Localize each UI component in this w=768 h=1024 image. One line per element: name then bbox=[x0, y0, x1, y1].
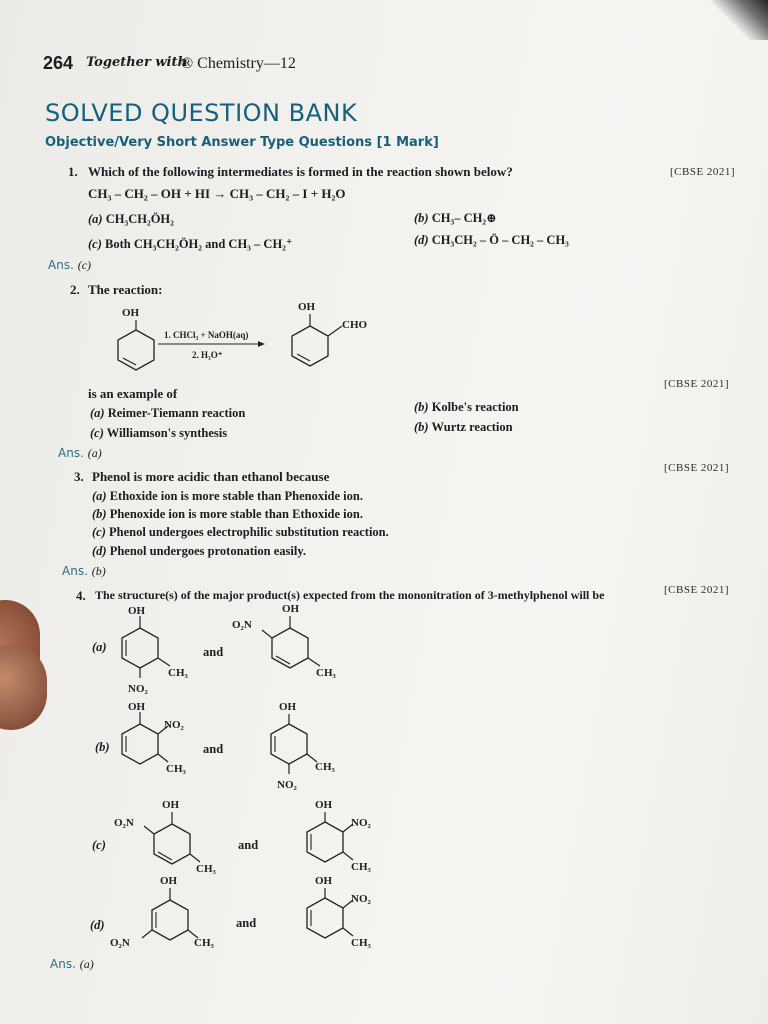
svg-text:CH₃: CH₃ bbox=[351, 861, 371, 873]
svg-text:CH₃: CH₃ bbox=[316, 667, 336, 679]
svg-text:OH: OH bbox=[160, 875, 178, 887]
q4-b-structure-1 bbox=[110, 698, 220, 778]
q4-text: The structure(s) of the major product(s) expected from the mononitration of 3-methylphenol will be bbox=[95, 588, 605, 602]
q2-product-cho: CHO bbox=[342, 319, 368, 331]
q3-answer: Ans. (b) bbox=[62, 564, 106, 578]
q4-option-b-label: (b) bbox=[95, 740, 110, 754]
q4-c-structure-1 bbox=[110, 796, 240, 880]
svg-text:OH: OH bbox=[282, 603, 300, 615]
q3-number: 3. bbox=[74, 469, 84, 484]
q4-d-structure-2 bbox=[295, 872, 405, 956]
q2-source: [CBSE 2021] bbox=[664, 378, 730, 390]
q2-option-c: (c) Williamson's synthesis bbox=[90, 426, 228, 440]
svg-text:OH: OH bbox=[162, 799, 180, 811]
q1-number: 1. bbox=[68, 164, 78, 179]
q2-text: The reaction: bbox=[88, 282, 163, 297]
q3-option-a: (a) Ethoxide ion is more stable than Phenoxide ion. bbox=[92, 489, 363, 503]
phenol-ring bbox=[118, 330, 154, 370]
svg-text:CH₃: CH₃ bbox=[351, 937, 371, 949]
section-heading: Objective/Very Short Answer Type Questions [1 Mark] bbox=[45, 135, 439, 150]
q2-answer: Ans. (a) bbox=[58, 446, 102, 460]
q1-answer: Ans. (c) bbox=[48, 258, 92, 272]
q2-product-oh: OH bbox=[298, 301, 316, 313]
book-title: ® Chemistry—12 bbox=[181, 55, 296, 72]
q1-text: Which of the following intermediates is formed in the reaction shown below? bbox=[88, 164, 513, 179]
q3-option-c: (c) Phenol undergoes electrophilic substitution reaction. bbox=[92, 525, 389, 539]
q4-b-and: and bbox=[203, 742, 224, 756]
q1-source: [CBSE 2021] bbox=[670, 166, 736, 178]
q1-option-c: (c) Both CH₃CH₂ÖH₂ and CH₃ – CH₂⁺ bbox=[88, 237, 293, 251]
q4-c-structure-2 bbox=[295, 794, 405, 878]
q4-d-structure-1 bbox=[108, 872, 238, 956]
svg-text:CH₃: CH₃ bbox=[166, 763, 186, 775]
q4-option-c-label: (c) bbox=[92, 838, 106, 852]
q4-number: 4. bbox=[76, 588, 86, 603]
q4-c-and: and bbox=[238, 838, 259, 852]
q1-option-a: (a) CH₃CH₂ÖH₂ bbox=[88, 212, 174, 226]
svg-text:O₂N: O₂N bbox=[110, 937, 130, 949]
page-number: 264 bbox=[43, 53, 74, 73]
q4-d-and: and bbox=[236, 916, 257, 930]
q1-option-b: (b) CH₃– CH₂⊕ bbox=[414, 211, 497, 225]
svg-text:CH₃: CH₃ bbox=[194, 937, 214, 949]
q2-product bbox=[280, 296, 400, 386]
q4-b-structure-2 bbox=[255, 696, 365, 794]
q4-source: [CBSE 2021] bbox=[664, 584, 730, 596]
q1-option-d: (d) CH₃CH₂ – Ö – CH₂ – CH₃ bbox=[414, 233, 569, 247]
svg-text:NO₂: NO₂ bbox=[277, 779, 297, 791]
q4-a-structure-2 bbox=[230, 598, 360, 688]
q2-number: 2. bbox=[70, 282, 80, 297]
q3-option-d: (d) Phenol undergoes protonation easily. bbox=[92, 544, 307, 558]
q1-reaction: CH₃ – CH₂ – OH + HI → CH₃ – CH₂ – I + H₂O bbox=[88, 186, 346, 201]
svg-text:CH₃: CH₃ bbox=[196, 863, 216, 875]
q2-reactant-oh: OH bbox=[122, 307, 140, 319]
q2-reagent-2: 2. H₃O⁺ bbox=[192, 350, 223, 360]
q2-option-a: (a) Reimer-Tiemann reaction bbox=[90, 406, 246, 420]
svg-text:O₂N: O₂N bbox=[232, 619, 252, 631]
page-title: SOLVED QUESTION BANK bbox=[45, 99, 358, 127]
svg-text:NO₂: NO₂ bbox=[164, 719, 184, 731]
page-corner-shadow bbox=[708, 0, 768, 40]
svg-text:OH: OH bbox=[128, 701, 146, 713]
salicylaldehyde-ring bbox=[292, 326, 328, 366]
q2-option-b: (b) Kolbe's reaction bbox=[414, 400, 519, 414]
svg-text:OH: OH bbox=[279, 701, 297, 713]
svg-text:OH: OH bbox=[315, 875, 333, 887]
svg-text:NO₂: NO₂ bbox=[128, 683, 148, 695]
q2-option-d: (b) Wurtz reaction bbox=[414, 420, 513, 434]
brand-logo: Together with bbox=[86, 55, 187, 70]
q4-a-and: and bbox=[203, 645, 224, 659]
svg-text:O₂N: O₂N bbox=[114, 817, 134, 829]
svg-text:NO₂: NO₂ bbox=[351, 817, 371, 829]
q4-answer: Ans. (a) bbox=[50, 957, 94, 971]
svg-text:OH: OH bbox=[315, 799, 333, 811]
q4-option-d-label: (d) bbox=[90, 918, 105, 932]
q3-source: [CBSE 2021] bbox=[664, 462, 730, 474]
svg-text:CH₃: CH₃ bbox=[315, 761, 335, 773]
svg-text:CH₃: CH₃ bbox=[168, 667, 188, 679]
q2-reagent-1: 1. CHCl₃ + NaOH(aq) bbox=[164, 330, 249, 340]
svg-text:OH: OH bbox=[128, 605, 146, 617]
q4-option-a-label: (a) bbox=[92, 640, 107, 654]
q2-tail: is an example of bbox=[88, 386, 178, 401]
q3-option-b: (b) Phenoxide ion is more stable than Ethoxide ion. bbox=[92, 507, 363, 521]
q3-text: Phenol is more acidic than ethanol because bbox=[92, 469, 330, 484]
svg-text:NO₂: NO₂ bbox=[351, 893, 371, 905]
